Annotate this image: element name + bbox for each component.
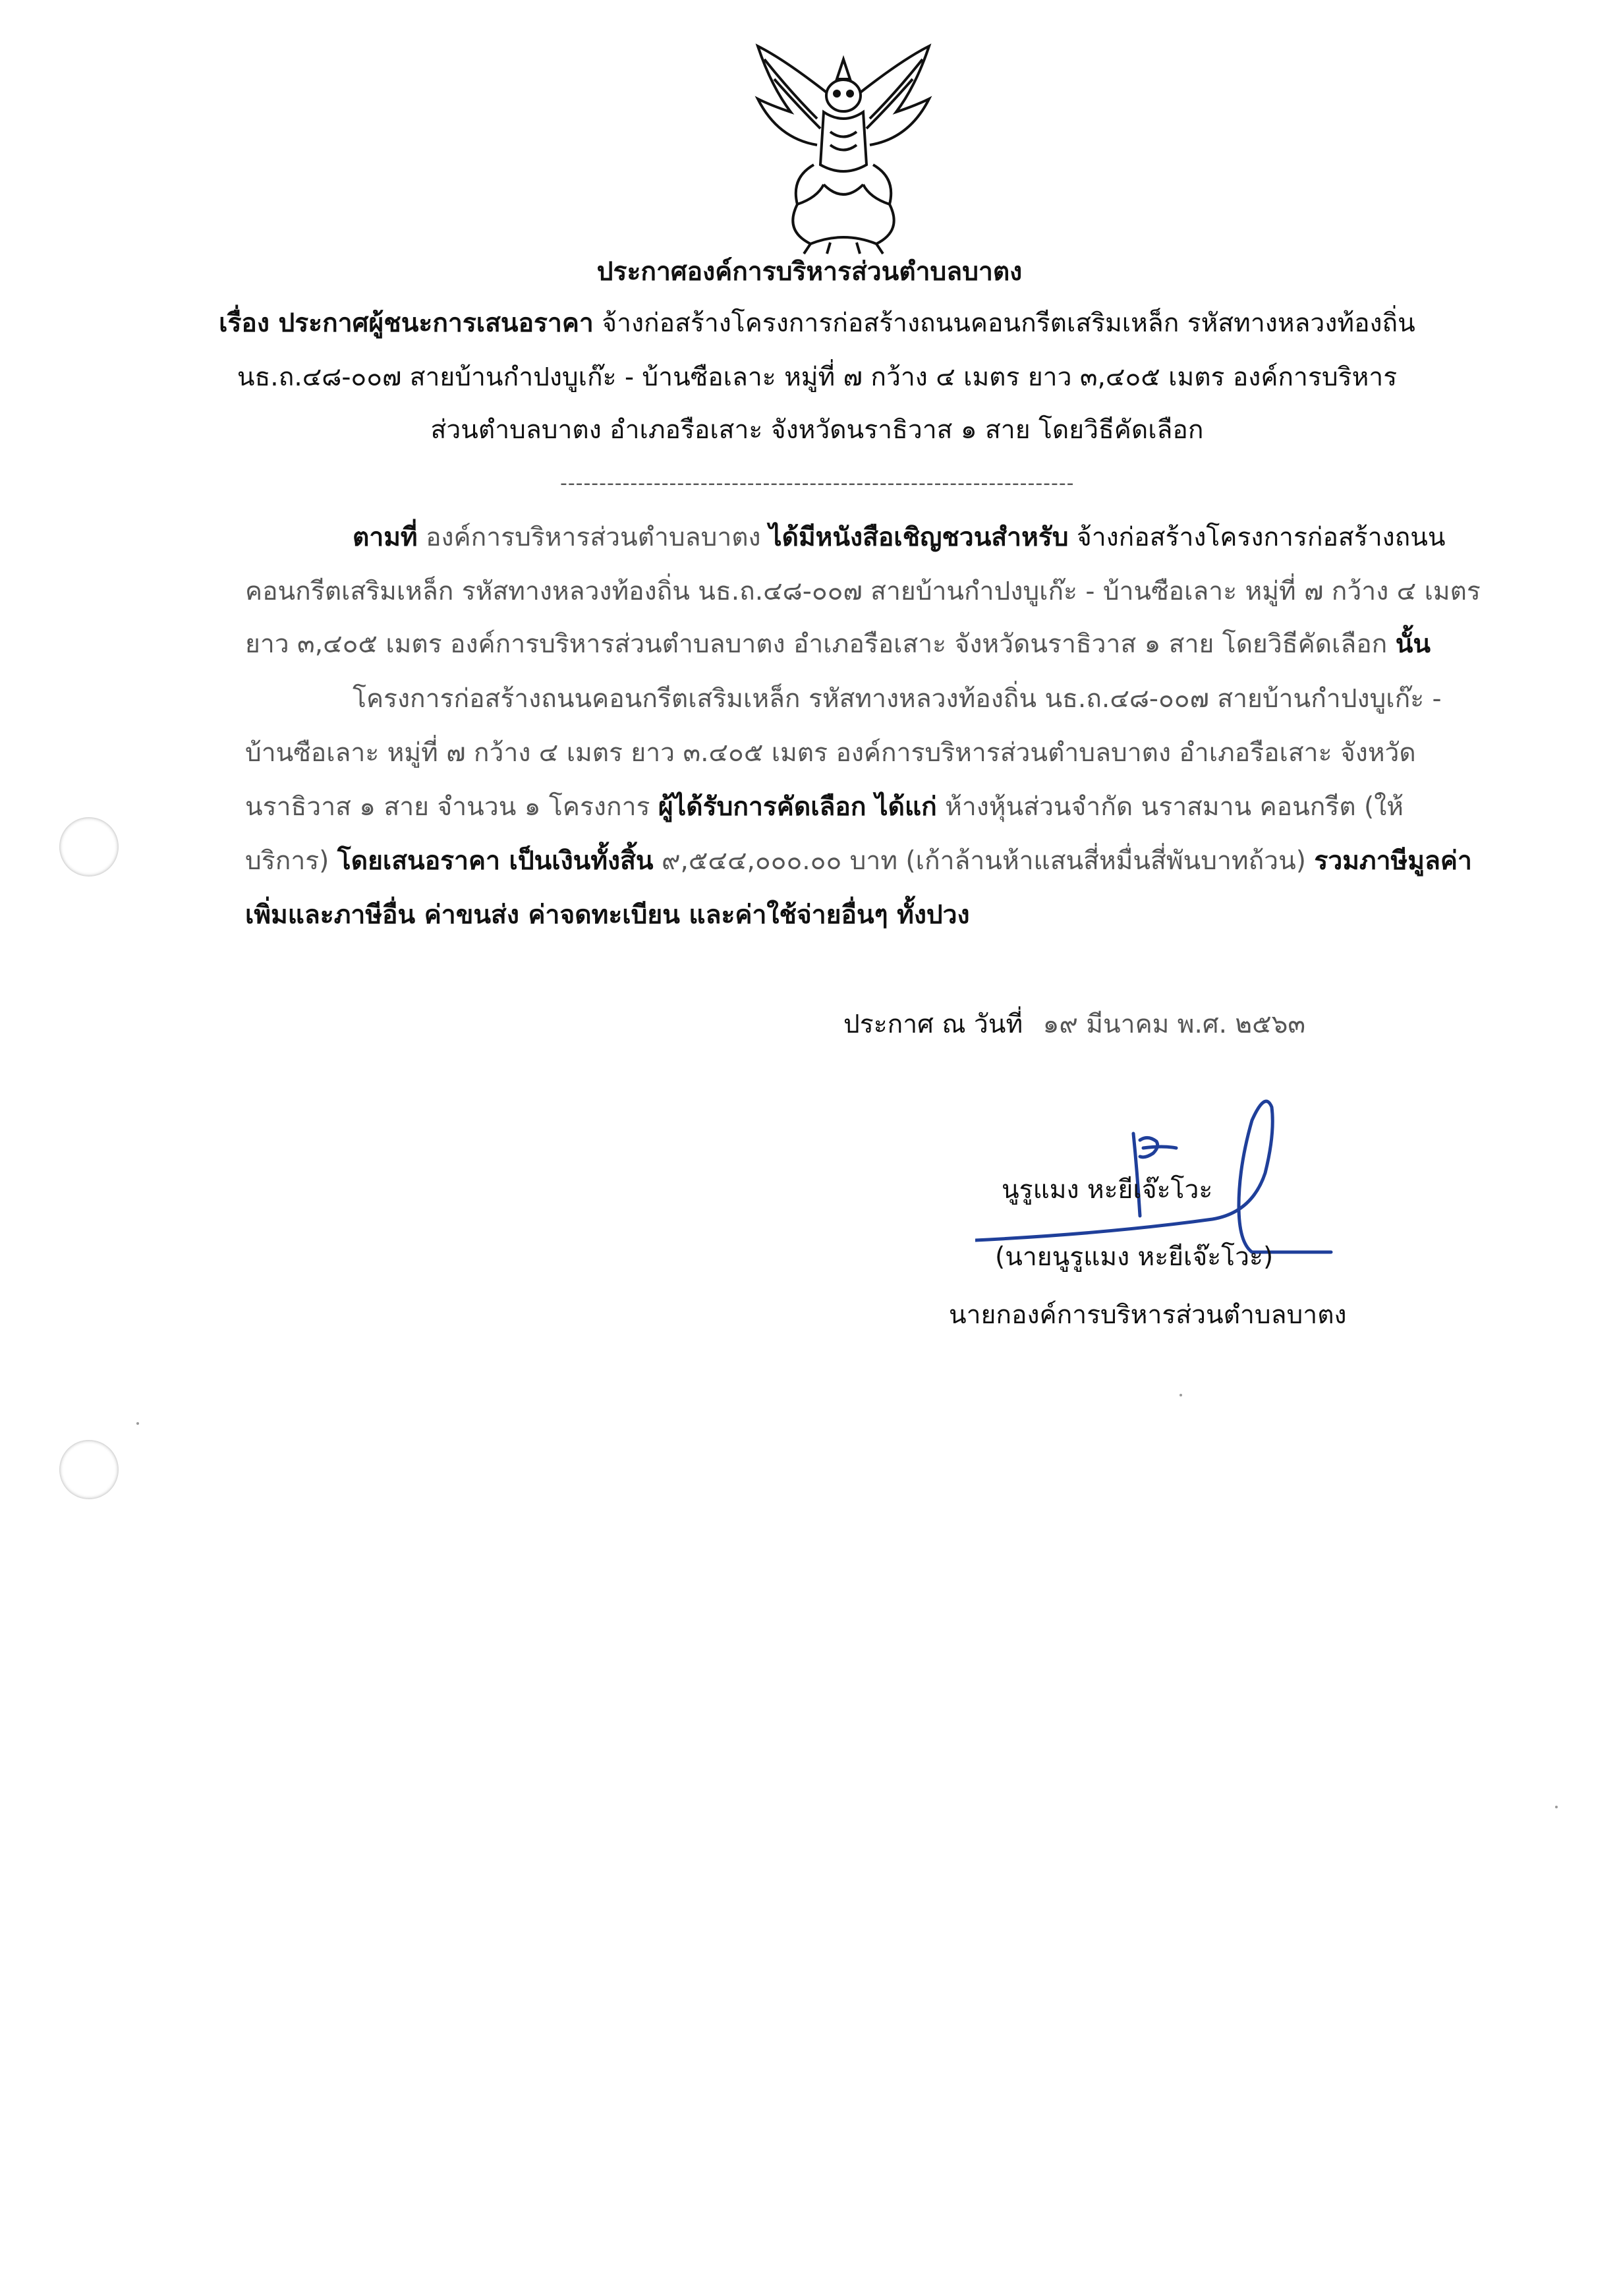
subject-line-2: นธ.ถ.๔๘-๐๐๗ สายบ้านกำปงบูเก๊ะ - บ้านซือเลาะ หมู่ที่ ๗ กว้าง ๔ เมตร ยาว ๓,๔๐๕ เมตร องค์การบริหาร (237, 362, 1398, 392)
paragraph-2-line-5: เพิ่มและภาษีอื่น ค่าขนส่ง ค่าจดทะเบียน และค่าใช้จ่ายอื่นๆ ทั้งปวง (245, 900, 970, 930)
paragraph-2-line-2: บ้านซือเลาะ หมู่ที่ ๗ กว้าง ๔ เมตร ยาว ๓.๔๐๕ เมตร องค์การบริหารส่วนตำบลบาตง อำเภอรือเสาะ จังหวัด (245, 738, 1416, 768)
paragraph-2-line-4 (245, 843, 1472, 880)
document-title: ประกาศองค์การบริหารส่วนตำบลบาตง (596, 257, 1023, 287)
paragraph-1-line-3 (245, 626, 1431, 663)
p2-line3-a: นราธิวาส ๑ สาย จำนวน ๑ โครงการ (245, 792, 650, 822)
garuda-emblem-icon (745, 33, 942, 257)
punch-hole (59, 817, 119, 876)
p1-project: จ้างก่อสร้างโครงการก่อสร้างถนน (1076, 523, 1446, 552)
signer-full-name: (นายนูรูแมง หะยีเจ๊ะโวะ) (995, 1242, 1274, 1272)
signer-position: นายกองค์การบริหารส่วนตำบลบาตง (949, 1300, 1347, 1330)
p2-price-amount: ๙,๕๔๔,๐๐๐.๐๐ บาท (เก้าล้านห้าแสนสี่หมื่นสี่พันบาทถ้วน) (661, 846, 1306, 876)
subject-line-1-text: จ้างก่อสร้างโครงการก่อสร้างถนนคอนกรีตเสริมเหล็ก รหัสทางหลวงท้องถิ่น (602, 308, 1415, 338)
scan-speck (1555, 1806, 1558, 1808)
announce-label: ประกาศ ณ วันที่ (843, 1010, 1023, 1039)
punch-hole (59, 1440, 119, 1499)
p1-lead: ตามที่ (353, 523, 418, 552)
subject-label: เรื่อง ประกาศผู้ชนะการเสนอราคา (219, 308, 594, 338)
p2-vat-label: รวมภาษีมูลค่า (1314, 846, 1472, 876)
p2-line4-a: บริการ) (245, 846, 329, 876)
p1-line3-end: นั้น (1395, 629, 1431, 659)
p2-price-label: โดยเสนอราคา เป็นเงินทั้งสิ้น (337, 846, 654, 876)
announce-date: ๑๙ มีนาคม พ.ศ. ๒๕๖๓ (1042, 1010, 1306, 1039)
signer-name: นูรูแมง หะยีเจ๊ะโวะ (1002, 1175, 1213, 1205)
p2-winner-name: ห้างหุ้นส่วนจำกัด นราสมาน คอนกรีต (ให้ (945, 792, 1404, 822)
p1-invitation: ได้มีหนังสือเชิญชวนสำหรับ (769, 523, 1069, 552)
scan-speck (1179, 1394, 1182, 1396)
subject-line-1 (198, 305, 1436, 342)
p2-winner-label: ผู้ได้รับการคัดเลือก ได้แก่ (658, 792, 937, 822)
p1-line3-text: ยาว ๓,๔๐๕ เมตร องค์การบริหารส่วนตำบลบาตง อำเภอรือเสาะ จังหวัดนราธิวาส ๑ สาย โดยวิธีคัดเลือก (245, 629, 1388, 659)
paragraph-2-line-1: โครงการก่อสร้างถนนคอนกรีตเสริมเหล็ก รหัสทางหลวงท้องถิ่น นธ.ถ.๔๘-๐๐๗ สายบ้านกำปงบูเก๊ะ - (353, 684, 1442, 714)
p1-org: องค์การบริหารส่วนตำบลบาตง (426, 523, 761, 552)
scan-speck (136, 1422, 139, 1425)
paragraph-1-line-2: คอนกรีตเสริมเหล็ก รหัสทางหลวงท้องถิ่น นธ.ถ.๔๘-๐๐๗ สายบ้านกำปงบูเก๊ะ - บ้านซือเลาะ หมู่ที่ ๗ กว้าง ๔ เมตร (245, 577, 1481, 606)
paragraph-2-line-3 (245, 789, 1404, 826)
announcement-date-line (843, 1006, 1305, 1043)
divider-line: ------------------------------------------------------------------ (560, 472, 1075, 495)
subject-line-3: ส่วนตำบลบาตง อำเภอรือเสาะ จังหวัดนราธิวาส ๑ สาย โดยวิธีคัดเลือก (430, 415, 1204, 445)
paragraph-1-line-1 (353, 519, 1446, 556)
